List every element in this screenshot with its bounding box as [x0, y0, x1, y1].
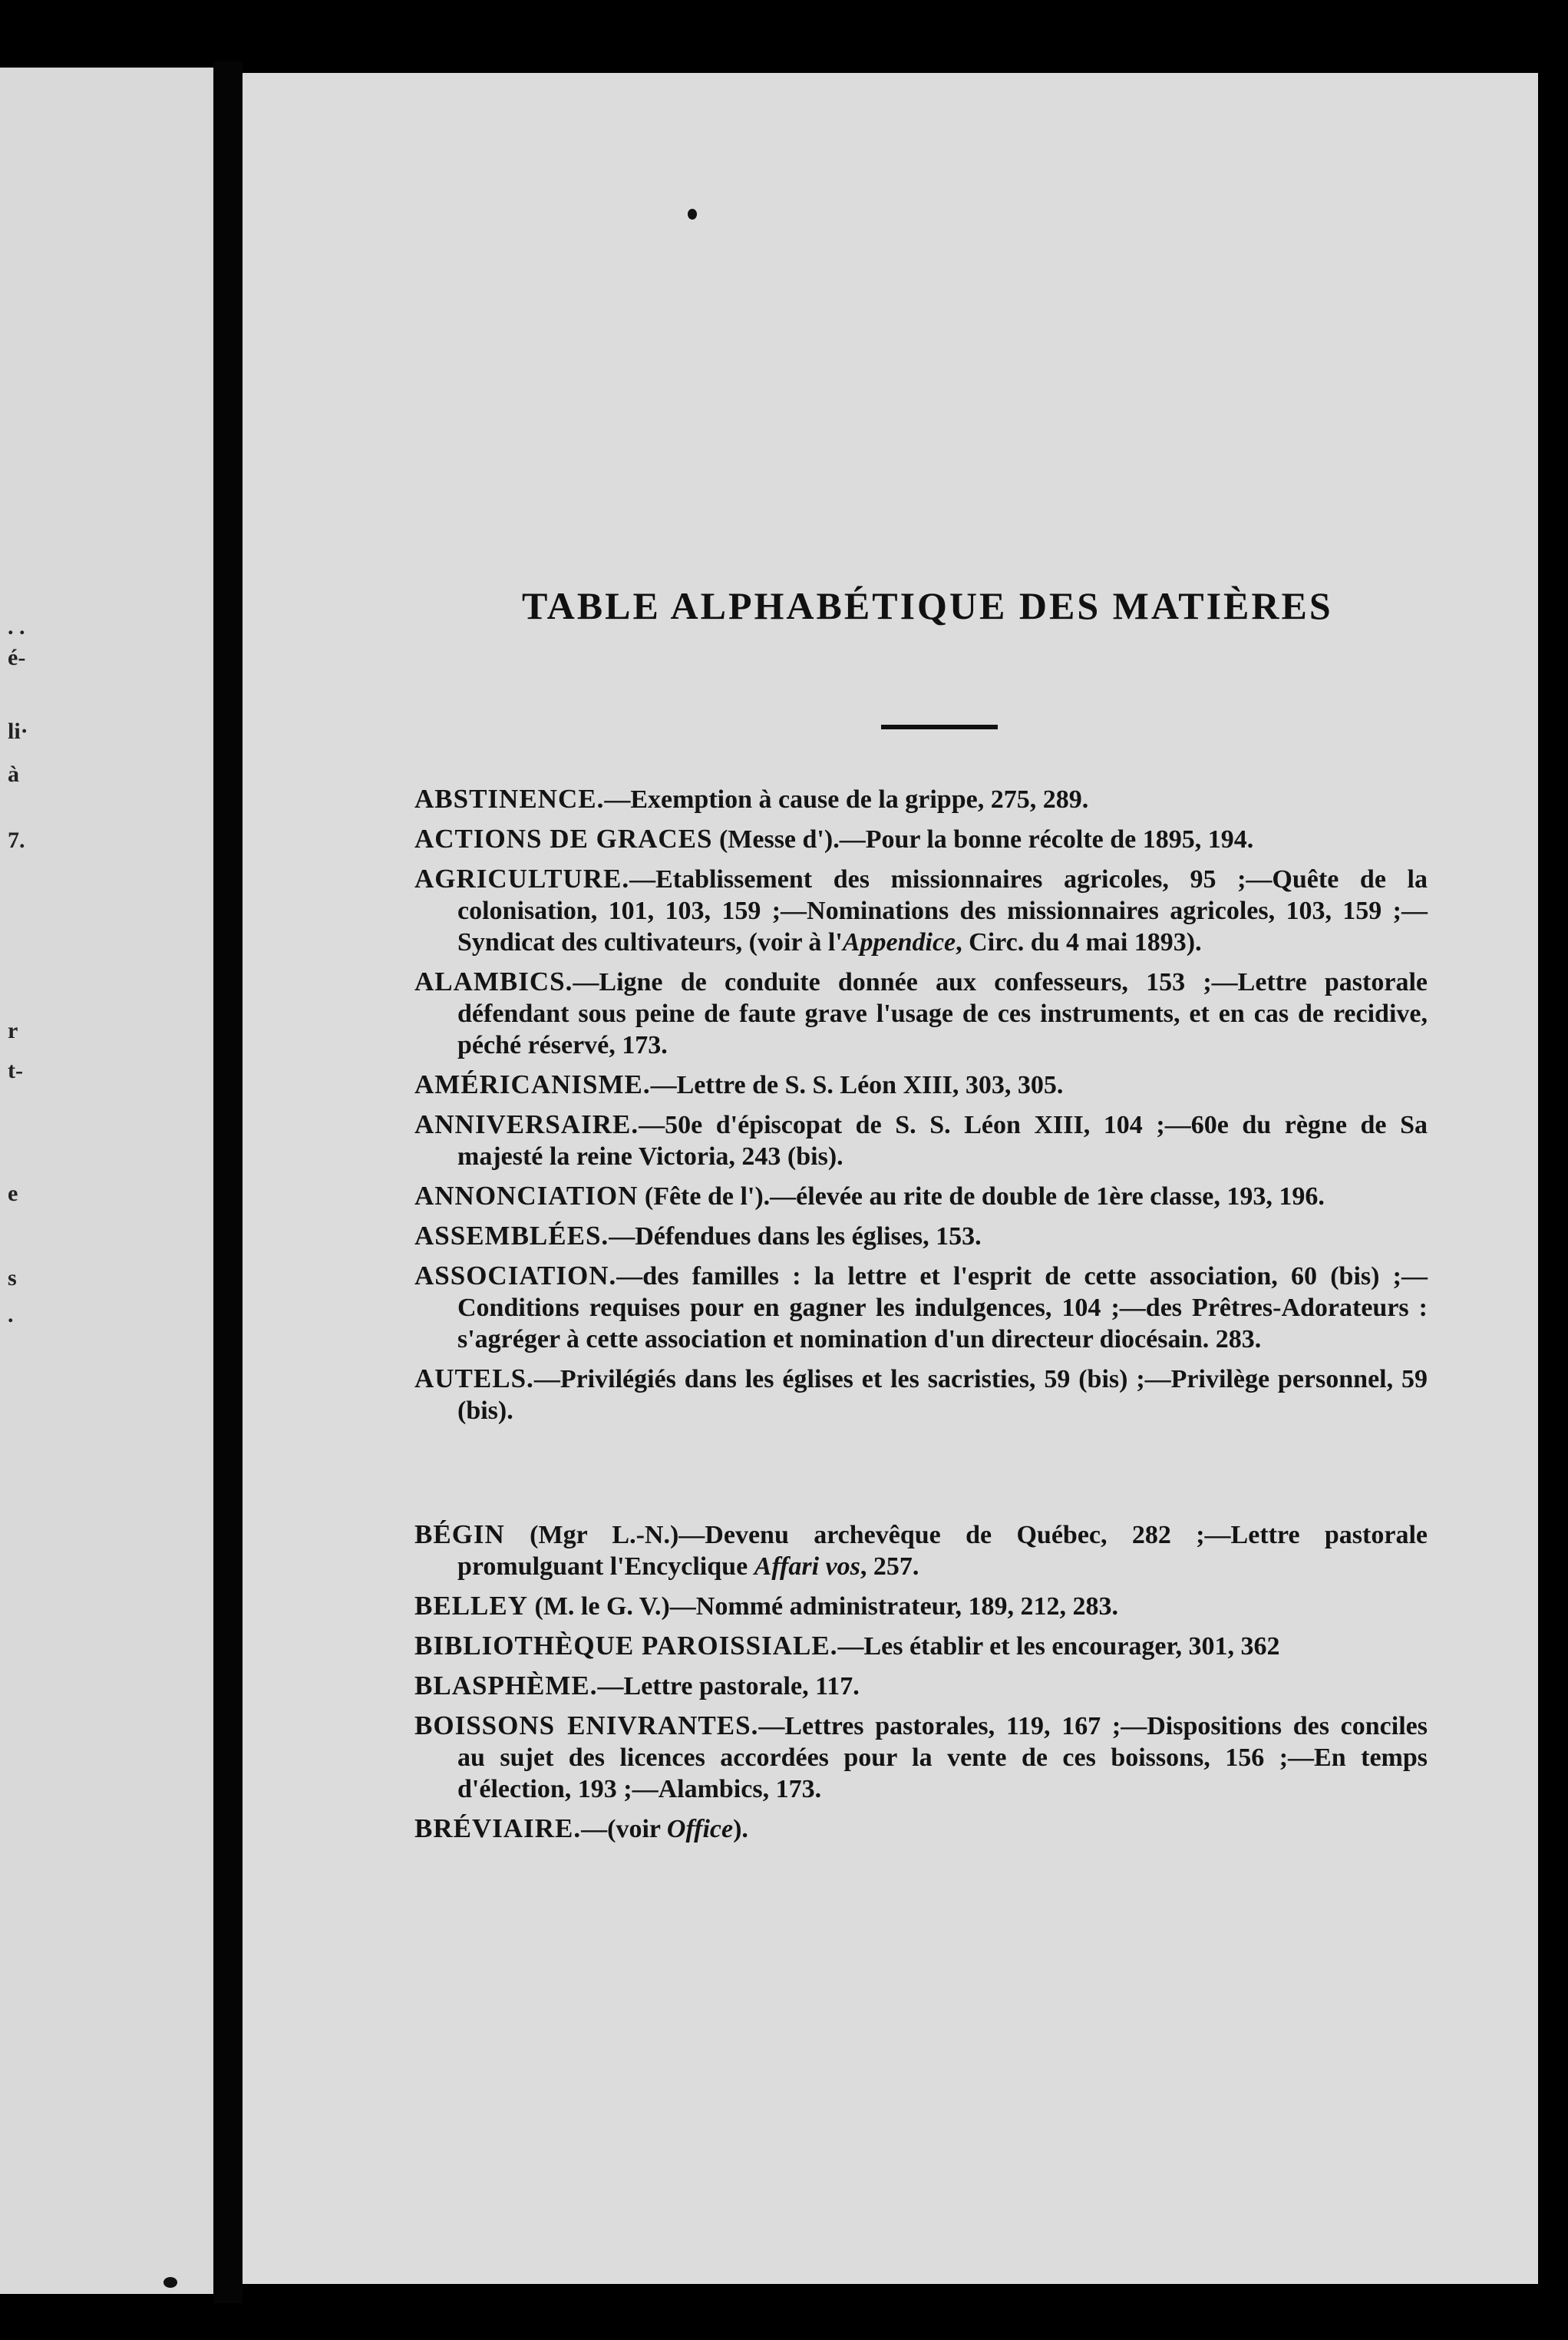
entry-text: —Lettres pastorales, 119, 167 ;—Dispositions des conciles au sujet des licences accordées pour la vente de ces boissons, 156 ;—En temps d'élection, 193 ;—Alambics, 173. — [457, 1712, 1428, 1803]
index-entry — [414, 1813, 1428, 1845]
left-facing-page — [0, 68, 213, 2294]
index-entry — [414, 823, 1428, 855]
index-entry — [414, 1363, 1428, 1426]
entry-heading: ASSEMBLÉES. — [414, 1221, 609, 1251]
entry-text: (Fête de l').—élevée au rite de double de 1ère classe, 193, 196. — [638, 1182, 1325, 1211]
index-entry — [414, 1630, 1428, 1662]
index-entry — [414, 1710, 1428, 1805]
index-entry — [414, 1670, 1428, 1702]
left-page-fragment: 7. — [8, 828, 25, 853]
entry-italic: Office — [666, 1815, 734, 1843]
left-page-fragment: r — [8, 1018, 18, 1043]
entry-heading: BELLEY — [414, 1591, 528, 1621]
entry-text: —(voir — [581, 1815, 667, 1843]
index-entry — [414, 1220, 1428, 1252]
index-entry — [414, 1069, 1428, 1101]
entry-text: —Etablissement des missionnaires agricoles, 95 ;—Quête de la colonisation, 101, 103, 159 ;—Nominations des missionnaires agricoles, 103, 159 ;—Syndicat des cultivateurs, (voir à l' — [457, 865, 1428, 957]
left-page-fragment: . — [8, 1302, 14, 1327]
entry-text: —Les établir et les encourager, 301, 362 — [837, 1632, 1280, 1661]
page-title: TABLE ALPHABÉTIQUE DES MATIÈRES — [522, 584, 1333, 627]
entry-text: (M. le G. V.)—Nommé administrateur, 189, 212, 283. — [528, 1592, 1119, 1621]
left-page-fragment: . . — [8, 614, 25, 640]
index-entry — [414, 1109, 1428, 1172]
left-page-fragment: e — [8, 1181, 18, 1206]
entry-italic: Appendice — [842, 928, 956, 957]
index-group-a — [414, 783, 1428, 1426]
entry-heading: AMÉRICANISME. — [414, 1069, 651, 1099]
entry-text: —Ligne de conduite donnée aux confesseurs, 153 ;—Lettre pastorale défendant sous peine de faute grave l'usage de ces instruments, et en cas de recidive, péché réservé, 173. — [457, 968, 1428, 1059]
entry-text: —Lettre de S. S. Léon XIII, 303, 305. — [650, 1071, 1064, 1099]
entry-text: —Exemption à cause de la grippe, 275, 289. — [604, 785, 1089, 814]
index-entry — [414, 1590, 1428, 1622]
entry-text: —Défendues dans les églises, 153. — [609, 1222, 982, 1251]
entry-heading: ANNONCIATION — [414, 1181, 639, 1211]
title-rule — [881, 725, 998, 729]
entry-text: —Privilégiés dans les églises et les sacristies, 59 (bis) ;—Privilège personnel, 59 (bis). — [457, 1365, 1428, 1425]
index-entry — [414, 1519, 1428, 1582]
left-page-fragment: é- — [8, 645, 26, 670]
book-gutter — [213, 61, 243, 2303]
ink-speck — [163, 2277, 177, 2288]
index-entry — [414, 1260, 1428, 1355]
entry-heading: ACTIONS DE GRACES — [414, 824, 713, 854]
entry-text: (Messe d').—Pour la bonne récolte de 1895, 194. — [712, 825, 1254, 854]
entry-heading: BLASPHÈME. — [414, 1671, 598, 1700]
entry-tail: , 257. — [860, 1552, 919, 1581]
entry-heading: ANNIVERSAIRE. — [414, 1109, 639, 1139]
index-entry — [414, 1180, 1428, 1212]
entry-text: —Lettre pastorale, 117. — [597, 1672, 860, 1700]
entry-heading: ABSTINENCE. — [414, 784, 605, 814]
entry-italic: Affari vos — [754, 1552, 860, 1581]
entry-tail: , Circ. du 4 mai 1893). — [956, 928, 1202, 957]
index-entry — [414, 863, 1428, 958]
entry-heading: BÉGIN — [414, 1519, 505, 1549]
entry-heading: BIBLIOTHÈQUE PAROISSIALE. — [414, 1631, 838, 1661]
left-page-fragment: li· — [8, 719, 28, 744]
entry-heading: AGRICULTURE. — [414, 864, 630, 894]
ink-speck — [688, 209, 697, 220]
entry-heading: ASSOCIATION. — [414, 1261, 617, 1291]
left-page-fragment: à — [8, 762, 19, 787]
index-group-b — [414, 1519, 1428, 1845]
scan-border — [1538, 0, 1568, 2340]
entry-heading: AUTELS. — [414, 1363, 534, 1393]
entry-text: —des familles : la lettre et l'esprit de cette association, 60 (bis) ;—Conditions requises pour en gagner les indulgences, 104 ;—des Prêtres-Adorateurs : s'agréger à cette association et nomination d'un directeur diocésain. 283. — [457, 1262, 1428, 1353]
left-page-fragment: t- — [8, 1058, 23, 1083]
entry-text: —50e d'épiscopat de S. S. Léon XIII, 104 ;—60e du règne de Sa majesté la reine Victoria, 243 (bis). — [457, 1111, 1428, 1171]
entry-heading: BRÉVIAIRE. — [414, 1813, 582, 1843]
entry-heading: ALAMBICS. — [414, 967, 573, 996]
left-page-fragment: s — [8, 1265, 17, 1291]
entry-tail: ). — [733, 1815, 748, 1843]
index-entry — [414, 783, 1428, 815]
index-entries — [414, 783, 1428, 1852]
entry-text: (Mgr L.-N.)—Devenu archevêque de Québec, 282 ;—Lettre pastorale promulguant l'Encyclique — [457, 1521, 1428, 1581]
index-entry — [414, 966, 1428, 1061]
entry-heading: BOISSONS ENIVRANTES. — [414, 1710, 759, 1740]
